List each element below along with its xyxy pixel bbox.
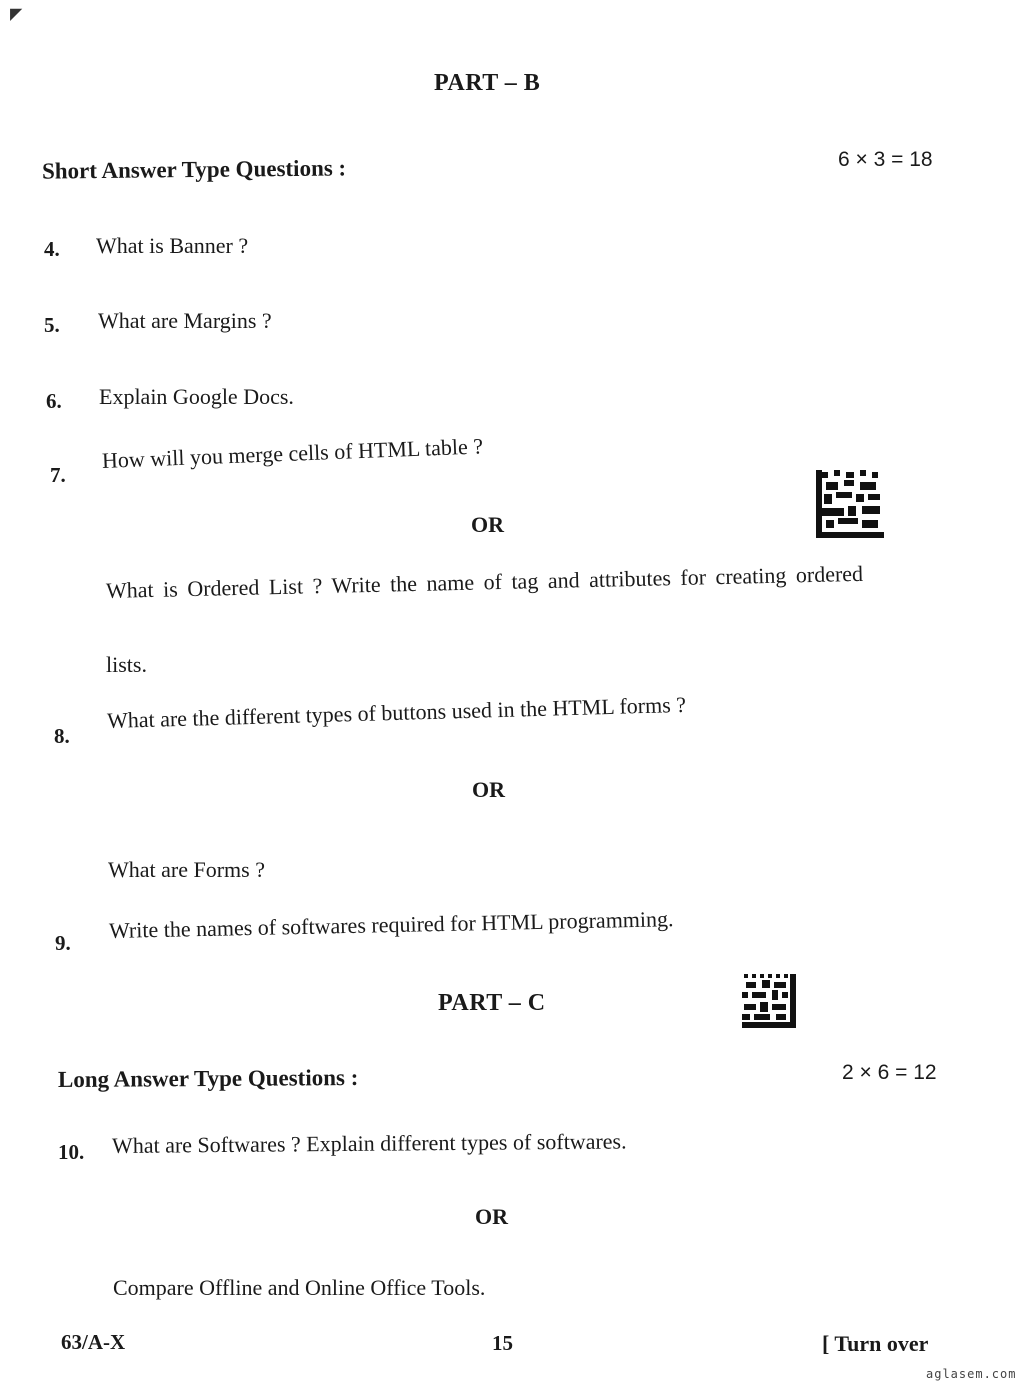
corner-mark: ◤ — [10, 4, 23, 23]
part-c-marks: 2 × 6 = 12 — [842, 1061, 937, 1084]
alternate-question-text: What are Forms ? — [108, 857, 265, 882]
alternate-question-text-continued: lists. — [106, 652, 147, 677]
question-number: 8. — [54, 724, 70, 748]
question-number: 6. — [46, 389, 62, 413]
part-c-title: PART – C — [438, 990, 546, 1016]
datamatrix-code — [816, 470, 884, 538]
part-b-marks: 6 × 3 = 18 — [838, 148, 933, 171]
question-number: 7. — [50, 463, 66, 487]
question-number: 5. — [44, 313, 60, 337]
or-divider: OR — [471, 512, 504, 537]
turn-over: [ Turn over — [822, 1331, 929, 1356]
or-divider: OR — [475, 1204, 508, 1229]
watermark: aglasem.com — [926, 1367, 1017, 1381]
question-number: 9. — [55, 931, 71, 955]
alternate-question-text: What is Ordered List ? Write the name of tag and attributes for creating ordered — [105, 560, 864, 603]
long-answer-section-title: Long Answer Type Questions : — [57, 1064, 359, 1093]
part-b-title: PART – B — [434, 70, 541, 96]
question-number: 10. — [58, 1140, 85, 1164]
paper-code: 63/A-X — [61, 1330, 126, 1354]
page-number: 15 — [492, 1331, 513, 1355]
question-text: What are Softwares ? Explain different types of softwares. — [111, 1128, 627, 1158]
question-text: Explain Google Docs. — [99, 384, 294, 409]
datamatrix-code — [742, 974, 796, 1028]
or-divider: OR — [472, 777, 505, 802]
question-text: How will you merge cells of HTML table ? — [101, 433, 484, 473]
question-text: What are the different types of buttons used in the HTML forms ? — [106, 691, 687, 733]
question-text: What are Margins ? — [98, 308, 272, 333]
question-number: 4. — [44, 237, 60, 261]
alternate-question-text: Compare Offline and Online Office Tools. — [113, 1275, 486, 1300]
question-text: Write the names of softwares required for HTML programming. — [108, 906, 674, 943]
question-text: What is Banner ? — [96, 233, 249, 258]
short-answer-section-title: Short Answer Type Questions : — [41, 155, 347, 184]
